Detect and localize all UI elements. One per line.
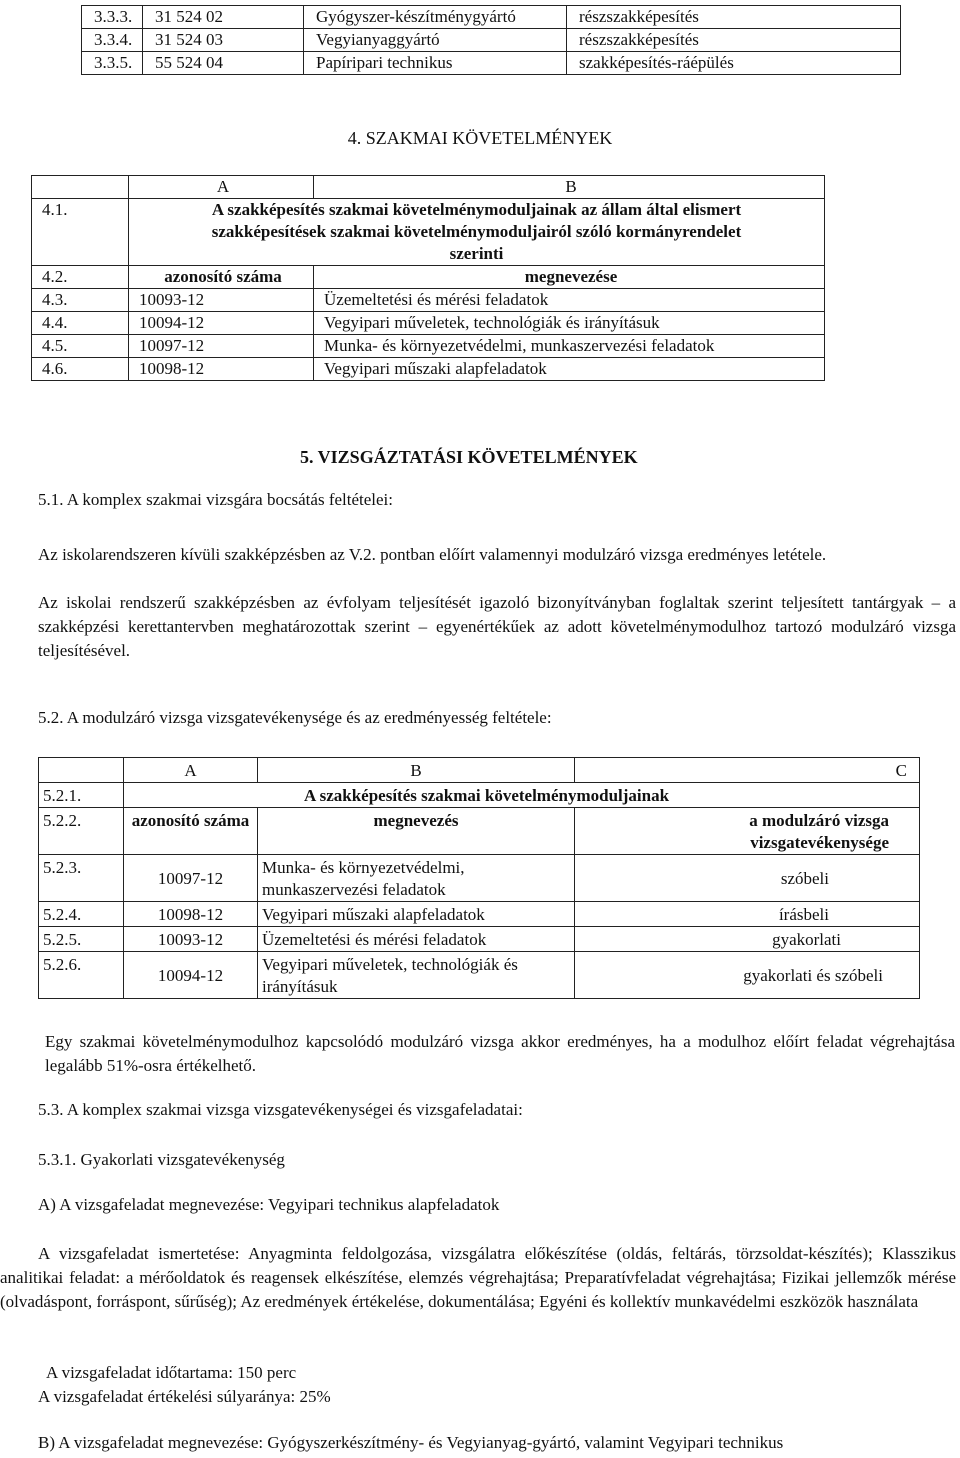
module-name: Üzemeltetési és mérési feladatok bbox=[314, 289, 825, 312]
exam-type: gyakorlati bbox=[575, 927, 920, 952]
module-name: Vegyipari műveletek, technológiák és irányításuk bbox=[258, 952, 575, 999]
exam-type: szóbeli bbox=[575, 855, 920, 902]
row-number: 5.2.3. bbox=[39, 855, 124, 902]
table-row bbox=[32, 312, 825, 335]
qualification-name: Papíripari technikus bbox=[304, 52, 567, 75]
table-row bbox=[39, 783, 920, 808]
table-row bbox=[32, 358, 825, 381]
section-5-2-note: Egy szakmai követelménymodulhoz kapcsolódó modulzáró vizsga akkor eredményes, ha a modulhoz előírt feladat végrehajtása legalább 51%-osra értékelhető. bbox=[45, 1032, 955, 1075]
table-row bbox=[32, 335, 825, 358]
qualification-type: részszakképesítés bbox=[567, 6, 901, 29]
row-number: 3.3.4. bbox=[82, 29, 143, 52]
name-header: megnevezés bbox=[258, 808, 575, 855]
header-row bbox=[32, 176, 825, 199]
section-5-1-paragraph-1: Az iskolarendszeren kívüli szakképzésben az V.2. pontban előírt valamennyi modulzáró vizsga eredményes letétele. bbox=[38, 545, 827, 564]
row-number: 3.3.5. bbox=[82, 52, 143, 75]
id-header: azonosító száma bbox=[129, 266, 314, 289]
module-name: Vegyipari műszaki alapfeladatok bbox=[258, 902, 575, 927]
table-row bbox=[39, 855, 920, 902]
module-name: Üzemeltetési és mérési feladatok bbox=[258, 927, 575, 952]
section-5-3-1-title: 5.3.1. Gyakorlati vizsgatevékenység bbox=[38, 1150, 285, 1169]
row-number: 4.3. bbox=[32, 289, 129, 312]
section-5-1-title: 5.1. A komplex szakmai vizsgára bocsátás feltételei: bbox=[38, 490, 393, 509]
qualification-name: Gyógyszer-készítménygyártó bbox=[304, 6, 567, 29]
module-name: Munka- és környezetvédelmi, munkaszervezési feladatok bbox=[314, 335, 825, 358]
exam-type: gyakorlati és szóbeli bbox=[575, 952, 920, 999]
module-id: 10094-12 bbox=[129, 312, 314, 335]
row-number: 4.4. bbox=[32, 312, 129, 335]
column-c-header: C bbox=[575, 758, 920, 783]
column-b-header: B bbox=[258, 758, 575, 783]
row-number: 5.2.2. bbox=[39, 808, 124, 855]
module-id: 10097-12 bbox=[129, 335, 314, 358]
row-number: 5.2.1. bbox=[39, 783, 124, 808]
module-id: 10094-12 bbox=[124, 952, 258, 999]
row-number: 4.5. bbox=[32, 335, 129, 358]
table-row bbox=[82, 29, 901, 52]
section-5-1-paragraph-2: Az iskolai rendszerű szakképzésben az évfolyam teljesítését igazoló bizonyítványban foglaltak szerint teljesített tantárgyak – a szakképzési kerettantervben meghatározottak szerint – egyenértékűek az adott követelménymodulhoz tartozó modulzáró vizsga teljesítésével. bbox=[38, 593, 956, 660]
qualification-type: részszakképesítés bbox=[567, 29, 901, 52]
task-a-title: A) A vizsgafeladat megnevezése: Vegyipari technikus alapfeladatok bbox=[38, 1195, 500, 1214]
section-5-3-title: 5.3. A komplex szakmai vizsga vizsgatevékenységei és vizsgafeladatai: bbox=[38, 1100, 523, 1119]
column-b-header: B bbox=[314, 176, 825, 199]
table-row bbox=[32, 266, 825, 289]
qualification-code: 31 524 02 bbox=[143, 6, 304, 29]
qualification-name: Vegyianyaggyártó bbox=[304, 29, 567, 52]
table-row bbox=[39, 902, 920, 927]
module-id: 10098-12 bbox=[129, 358, 314, 381]
exam-table bbox=[38, 757, 920, 999]
module-id: 10098-12 bbox=[124, 902, 258, 927]
column-a-header: A bbox=[129, 176, 314, 199]
column-a-header: A bbox=[124, 758, 258, 783]
header-row bbox=[39, 758, 920, 783]
row-number: 5.2.6. bbox=[39, 952, 124, 999]
section-5-2-title: 5.2. A modulzáró vizsga vizsgatevékenysége és az eredményesség feltétele: bbox=[38, 708, 552, 727]
task-a-duration: A vizsgafeladat időtartama: 150 perc bbox=[46, 1363, 297, 1382]
exam-type: írásbeli bbox=[575, 902, 920, 927]
table-row bbox=[39, 952, 920, 999]
qualification-code: 55 524 04 bbox=[143, 52, 304, 75]
module-id: 10093-12 bbox=[129, 289, 314, 312]
merged-heading: A szakképesítés szakmai követelménymoduljainak bbox=[124, 783, 920, 808]
table-row bbox=[39, 927, 920, 952]
section-4-title: 4. SZAKMAI KÖVETELMÉNYEK bbox=[347, 128, 613, 148]
row-number: 4.1. bbox=[32, 199, 129, 266]
row-number: 5.2.4. bbox=[39, 902, 124, 927]
task-a-weight: A vizsgafeladat értékelési súlyaránya: 25% bbox=[38, 1387, 331, 1406]
task-a-description: A vizsgafeladat ismertetése: Anyagminta feldolgozása, vizsgálatra előkészítése (oldás, feltárás, törzsoldat-készítés); Klasszikus analitikai feladat: a mérőoldatok és reagensek elkészítése, elemzés végrehajtása; Preparatívfeladat végrehajtása; Fizikai jellemzők mérése (olvadáspont, forráspont, sűrűség); Az eredmények értékelése, dokumentálása; Egyéni és kollektív munkavédelmi eszközök használata bbox=[0, 1244, 956, 1311]
module-name: Vegyipari műszaki alapfeladatok bbox=[314, 358, 825, 381]
id-header: azonosító száma bbox=[124, 808, 258, 855]
activity-header: a modulzáró vizsga vizsgatevékenysége bbox=[575, 808, 920, 855]
merged-heading: A szakképesítés szakmai követelménymoduljainak az állam által elismert szakképesítések szakmai követelménymoduljairól szóló kormányrendelet szerinti bbox=[129, 199, 825, 266]
name-header: megnevezése bbox=[314, 266, 825, 289]
table-row bbox=[32, 289, 825, 312]
qualification-table bbox=[81, 5, 901, 75]
module-table bbox=[31, 175, 825, 381]
row-number: 5.2.5. bbox=[39, 927, 124, 952]
table-row bbox=[32, 199, 825, 266]
module-name: Munka- és környezetvédelmi, munkaszervezési feladatok bbox=[258, 855, 575, 902]
qualification-code: 31 524 03 bbox=[143, 29, 304, 52]
table-row bbox=[82, 6, 901, 29]
task-b-title: B) A vizsgafeladat megnevezése: Gyógyszerkészítmény- és Vegyianyag-gyártó, valamint Vegyipari technikus bbox=[38, 1433, 784, 1452]
module-name: Vegyipari műveletek, technológiák és irányításuk bbox=[314, 312, 825, 335]
table-row bbox=[82, 52, 901, 75]
row-number: 4.6. bbox=[32, 358, 129, 381]
row-number: 3.3.3. bbox=[82, 6, 143, 29]
module-id: 10093-12 bbox=[124, 927, 258, 952]
row-number: 4.2. bbox=[32, 266, 129, 289]
section-5-title: 5. VIZSGÁZTATÁSI KÖVETELMÉNYEK bbox=[300, 447, 638, 467]
qualification-type: szakképesítés-ráépülés bbox=[567, 52, 901, 75]
module-id: 10097-12 bbox=[124, 855, 258, 902]
table-row bbox=[39, 808, 920, 855]
